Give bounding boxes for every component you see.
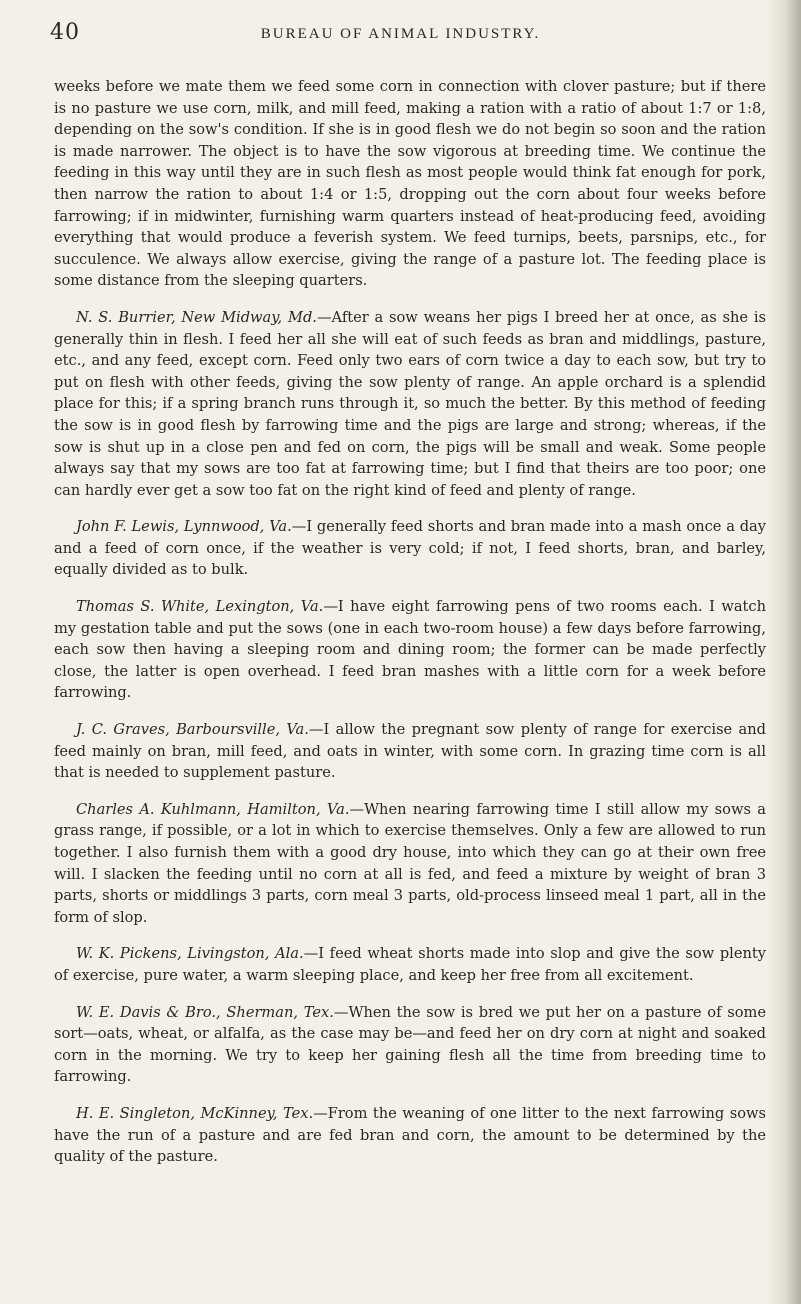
paragraph-author: N. S. Burrier, New Midway, Md. <box>76 308 317 326</box>
paragraph-text: —I generally feed shorts and bran made into a mash once a day and a feed of corn once, if the weather is very cold; if not, I feed shorts, bran, and barley, equally divided as to bulk. <box>54 518 766 579</box>
paragraph-text: weeks before we mate them we feed some corn in connection with clover pasture; but if there is no pasture we use corn, milk, and mill feed, making a ration with a ratio of about 1:7 or 1:8, depending on the sow's condition. If she is in good flesh we do not begin so soon and the ration is made narrower. The object is to have the sow vigorous at breeding time. We continue the feeding in this way until they are in such flesh as most people would think fat enough for pork, then narrow the ration to about 1:4 or 1:5, dropping out the corn about four weeks before farrowing; if in midwinter, furnishing warm quarters instead of heat-producing feed, avoiding everything that would produce a feverish system. We feed turnips, beets, parsnips, etc., for succulence. We always allow exercise, giving the range of a pasture lot. The feeding place is some distance from the sleeping quarters. <box>54 78 766 290</box>
paragraph <box>54 719 766 784</box>
paragraph <box>54 76 766 292</box>
paragraph <box>54 1002 766 1088</box>
paragraph-author: W. K. Pickens, Livingston, Ala. <box>76 945 304 963</box>
paragraph-author: Thomas S. White, Lexington, Va. <box>76 598 324 616</box>
paragraph-author: John F. Lewis, Lynnwood, Va. <box>76 518 292 536</box>
paragraph-author: W. E. Davis & Bro., Sherman, Tex. <box>76 1003 334 1021</box>
paragraph-author: H. E. Singleton, McKinney, Tex. <box>76 1104 314 1122</box>
paragraph <box>54 1103 766 1168</box>
body-text <box>54 76 766 1183</box>
paragraph-text: —When nearing farrowing time I still allow my sows a grass range, if possible, or a lot in which to exercise themselves. Only a few are allowed to run together. I also furnish them with a good dry house, into which they can go at their own free will. I slacken the feeding until no corn at all is fed, and feed a mixture by weight of bran 3 parts, shorts or middlings 3 parts, corn meal 3 parts, old-process linseed meal 1 part, all in the form of slop. <box>54 800 766 926</box>
paragraph-text: —When the sow is bred we put her on a pasture of some sort—oats, wheat, or alfalfa, as the case may be—and feed her on dry corn at night and soaked corn in the morning. We try to keep her gaining flesh all the time from breeding time to farrowing. <box>54 1003 766 1086</box>
paragraph-text: —I have eight farrowing pens of two rooms each. I watch my gestation table and put the sows (one in each two-room house) a few days before farrowing, each sow then having a sleeping room and dining room; the former can be made perfectly close, the latter is open overhead. I feed bran mashes with a little corn for a week before farrowing. <box>54 598 766 702</box>
paragraph-author: J. C. Graves, Barboursville, Va. <box>76 721 309 739</box>
page-edge-shadow <box>767 0 801 1304</box>
paragraph <box>54 596 766 704</box>
paragraph-text: —I feed wheat shorts made into slop and give the sow plenty of exercise, pure water, a warm sleeping place, and keep her free from all excitement. <box>54 945 766 984</box>
paragraph <box>54 799 766 929</box>
paragraph-author: Charles A. Kuhlmann, Hamilton, Va. <box>76 800 350 818</box>
running-head: BUREAU OF ANIMAL INDUSTRY. <box>260 26 541 42</box>
paragraph <box>54 516 766 581</box>
paragraph-text: —I allow the pregnant sow plenty of range for exercise and feed mainly on bran, mill feed, and oats in winter, with some corn. In grazing time corn is all that is needed to supplement pasture. <box>54 721 766 782</box>
paragraph <box>54 307 766 501</box>
paragraph <box>54 943 766 986</box>
paragraph-text: —From the weaning of one litter to the next farrowing sows have the run of a pasture and are fed bran and corn, the amount to be determined by the quality of the pasture. <box>54 1104 766 1166</box>
page-header <box>0 20 801 50</box>
page-number: 40 <box>50 20 80 45</box>
paragraph-text: —After a sow weans her pigs I breed her at once, as she is generally thin in flesh. I feed her all she will eat of such feeds as bran and middlings, pasture, etc., and any feed, except corn. Feed only two ears of corn twice a day to each sow, but try to put on flesh with other feeds, giving the sow plenty of range. An apple orchard is a splendid place for this; if a spring branch runs through it, so much the better. By this method of feeding the sow is in good flesh by farrowing time and the pigs are large and strong; whereas, if the sow is shut up in a close pen and fed on corn, the pigs will be small and weak. Some people always say that my sows are too fat at farrowing time; but I find that theirs are too poor; one can hardly ever get a sow too fat on the right kind of feed and plenty of range. <box>54 308 766 499</box>
